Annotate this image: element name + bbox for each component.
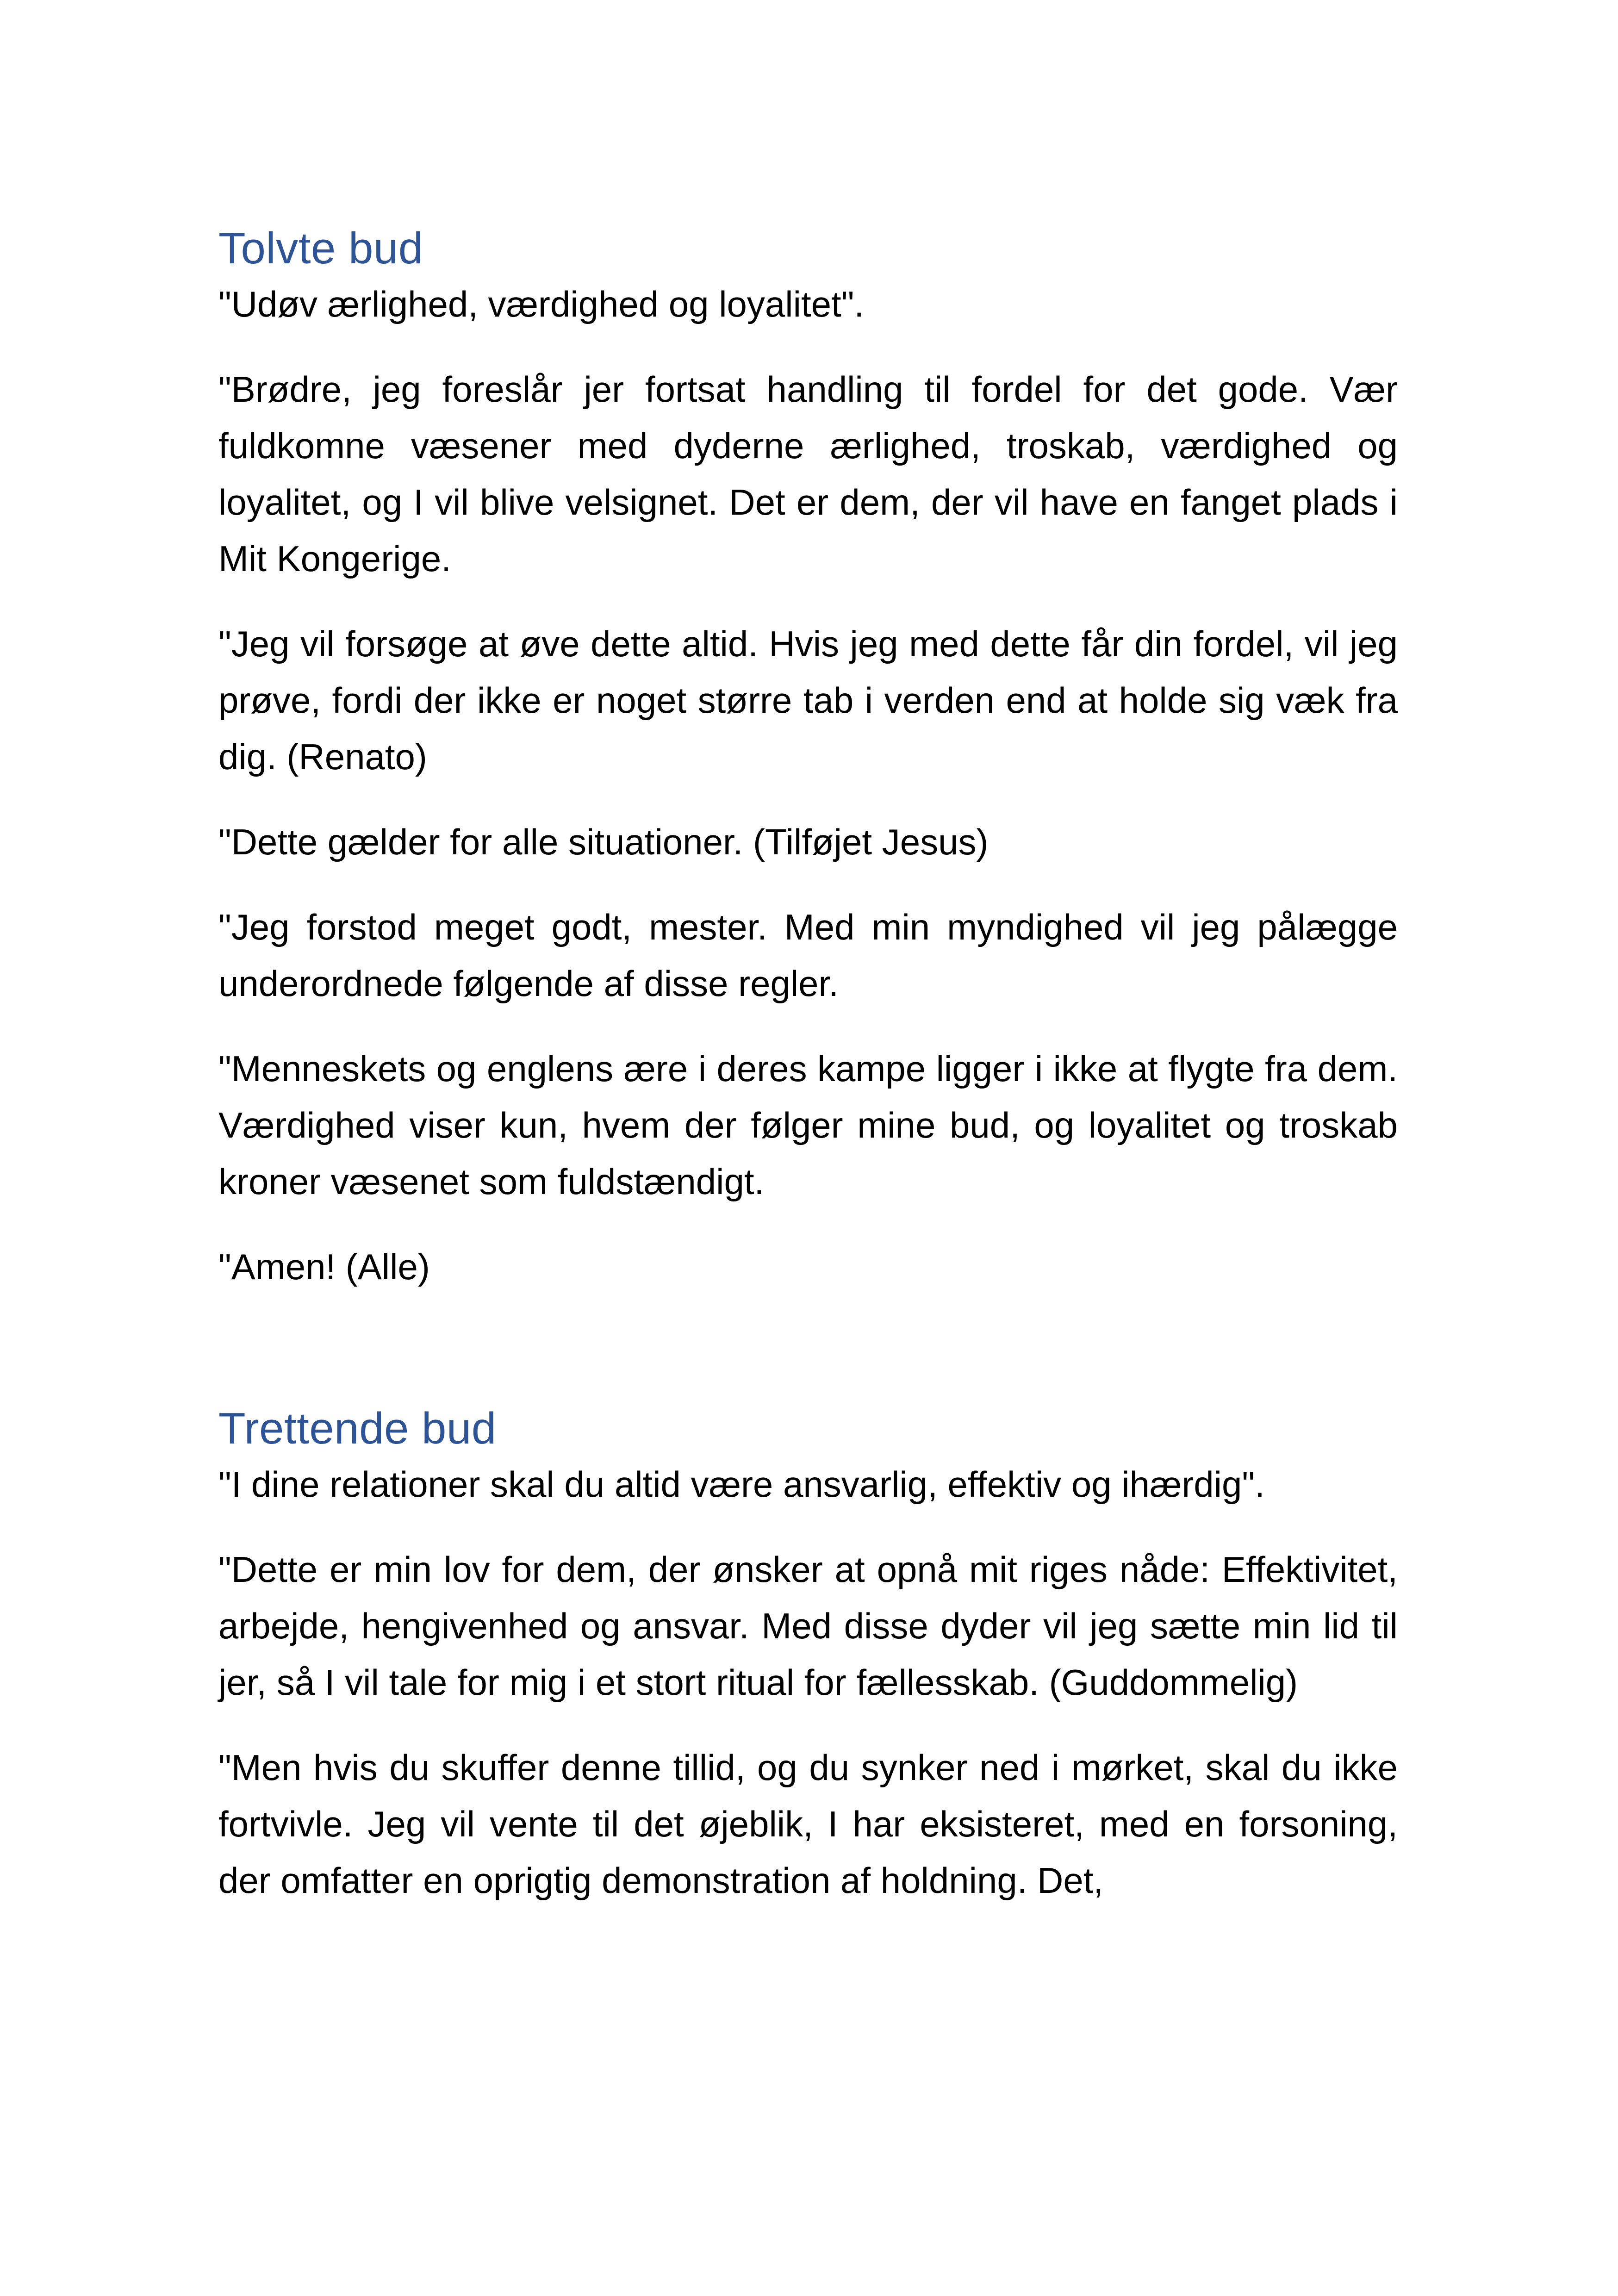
section-heading: Trettende bud [218,1404,497,1453]
paragraph: "Jeg forstod meget godt, mester. Med min myndighed vil jeg pålægge underordnede følgende af disse regler. [218,907,1398,1004]
commandment-quote: "I dine relationer skal du altid være ansvarlig, effektiv og ihærdig". [218,1464,1265,1505]
section-thirteenth-commandment [218,1401,1398,1909]
paragraph: "Men hvis du skuffer denne tillid, og du synker ned i mørket, skal du ikke fortvivle. Jeg vil vente til det øjeblik, I har eksisteret, med en forsoning, der omfatter en oprigtig demonstration af holdning. Det, [218,1747,1398,1901]
section-spacer [218,1324,1398,1401]
page-content [218,221,1398,1937]
section-twelfth-commandment [218,221,1398,1295]
section-heading: Tolvte bud [218,224,423,273]
paragraph: "Jeg vil forsøge at øve dette altid. Hvis jeg med dette får din fordel, vil jeg prøve, fordi der ikke er noget større tab i verden end at holde sig væk fra dig. (Renato) [218,623,1398,777]
paragraph: "Amen! (Alle) [218,1246,430,1287]
paragraph: "Dette gælder for alle situationer. (Tilføjet Jesus) [218,821,989,862]
paragraph: "Menneskets og englens ære i deres kampe ligger i ikke at flygte fra dem. Værdighed viser kun, hvem der følger mine bud, og loyalitet og troskab kroner væsenet som fuldstændigt. [218,1048,1398,1202]
paragraph: "Dette er min lov for dem, der ønsker at opnå mit riges nåde: Effektivitet, arbejde, hengivenhed og ansvar. Med disse dyder vil jeg sætte min lid til jer, så I vil tale for mig i et stort ritual for fællesskab. (Guddommelig) [218,1549,1398,1703]
commandment-quote: "Udøv ærlighed, værdighed og loyalitet". [218,284,865,324]
paragraph: "Brødre, jeg foreslår jer fortsat handling til fordel for det gode. Vær fuldkomne væsener med dyderne ærlighed, troskab, værdighed og loyalitet, og I vil blive velsignet. Det er dem, der vil have en fanget plads i Mit Kongerige. [218,369,1398,579]
